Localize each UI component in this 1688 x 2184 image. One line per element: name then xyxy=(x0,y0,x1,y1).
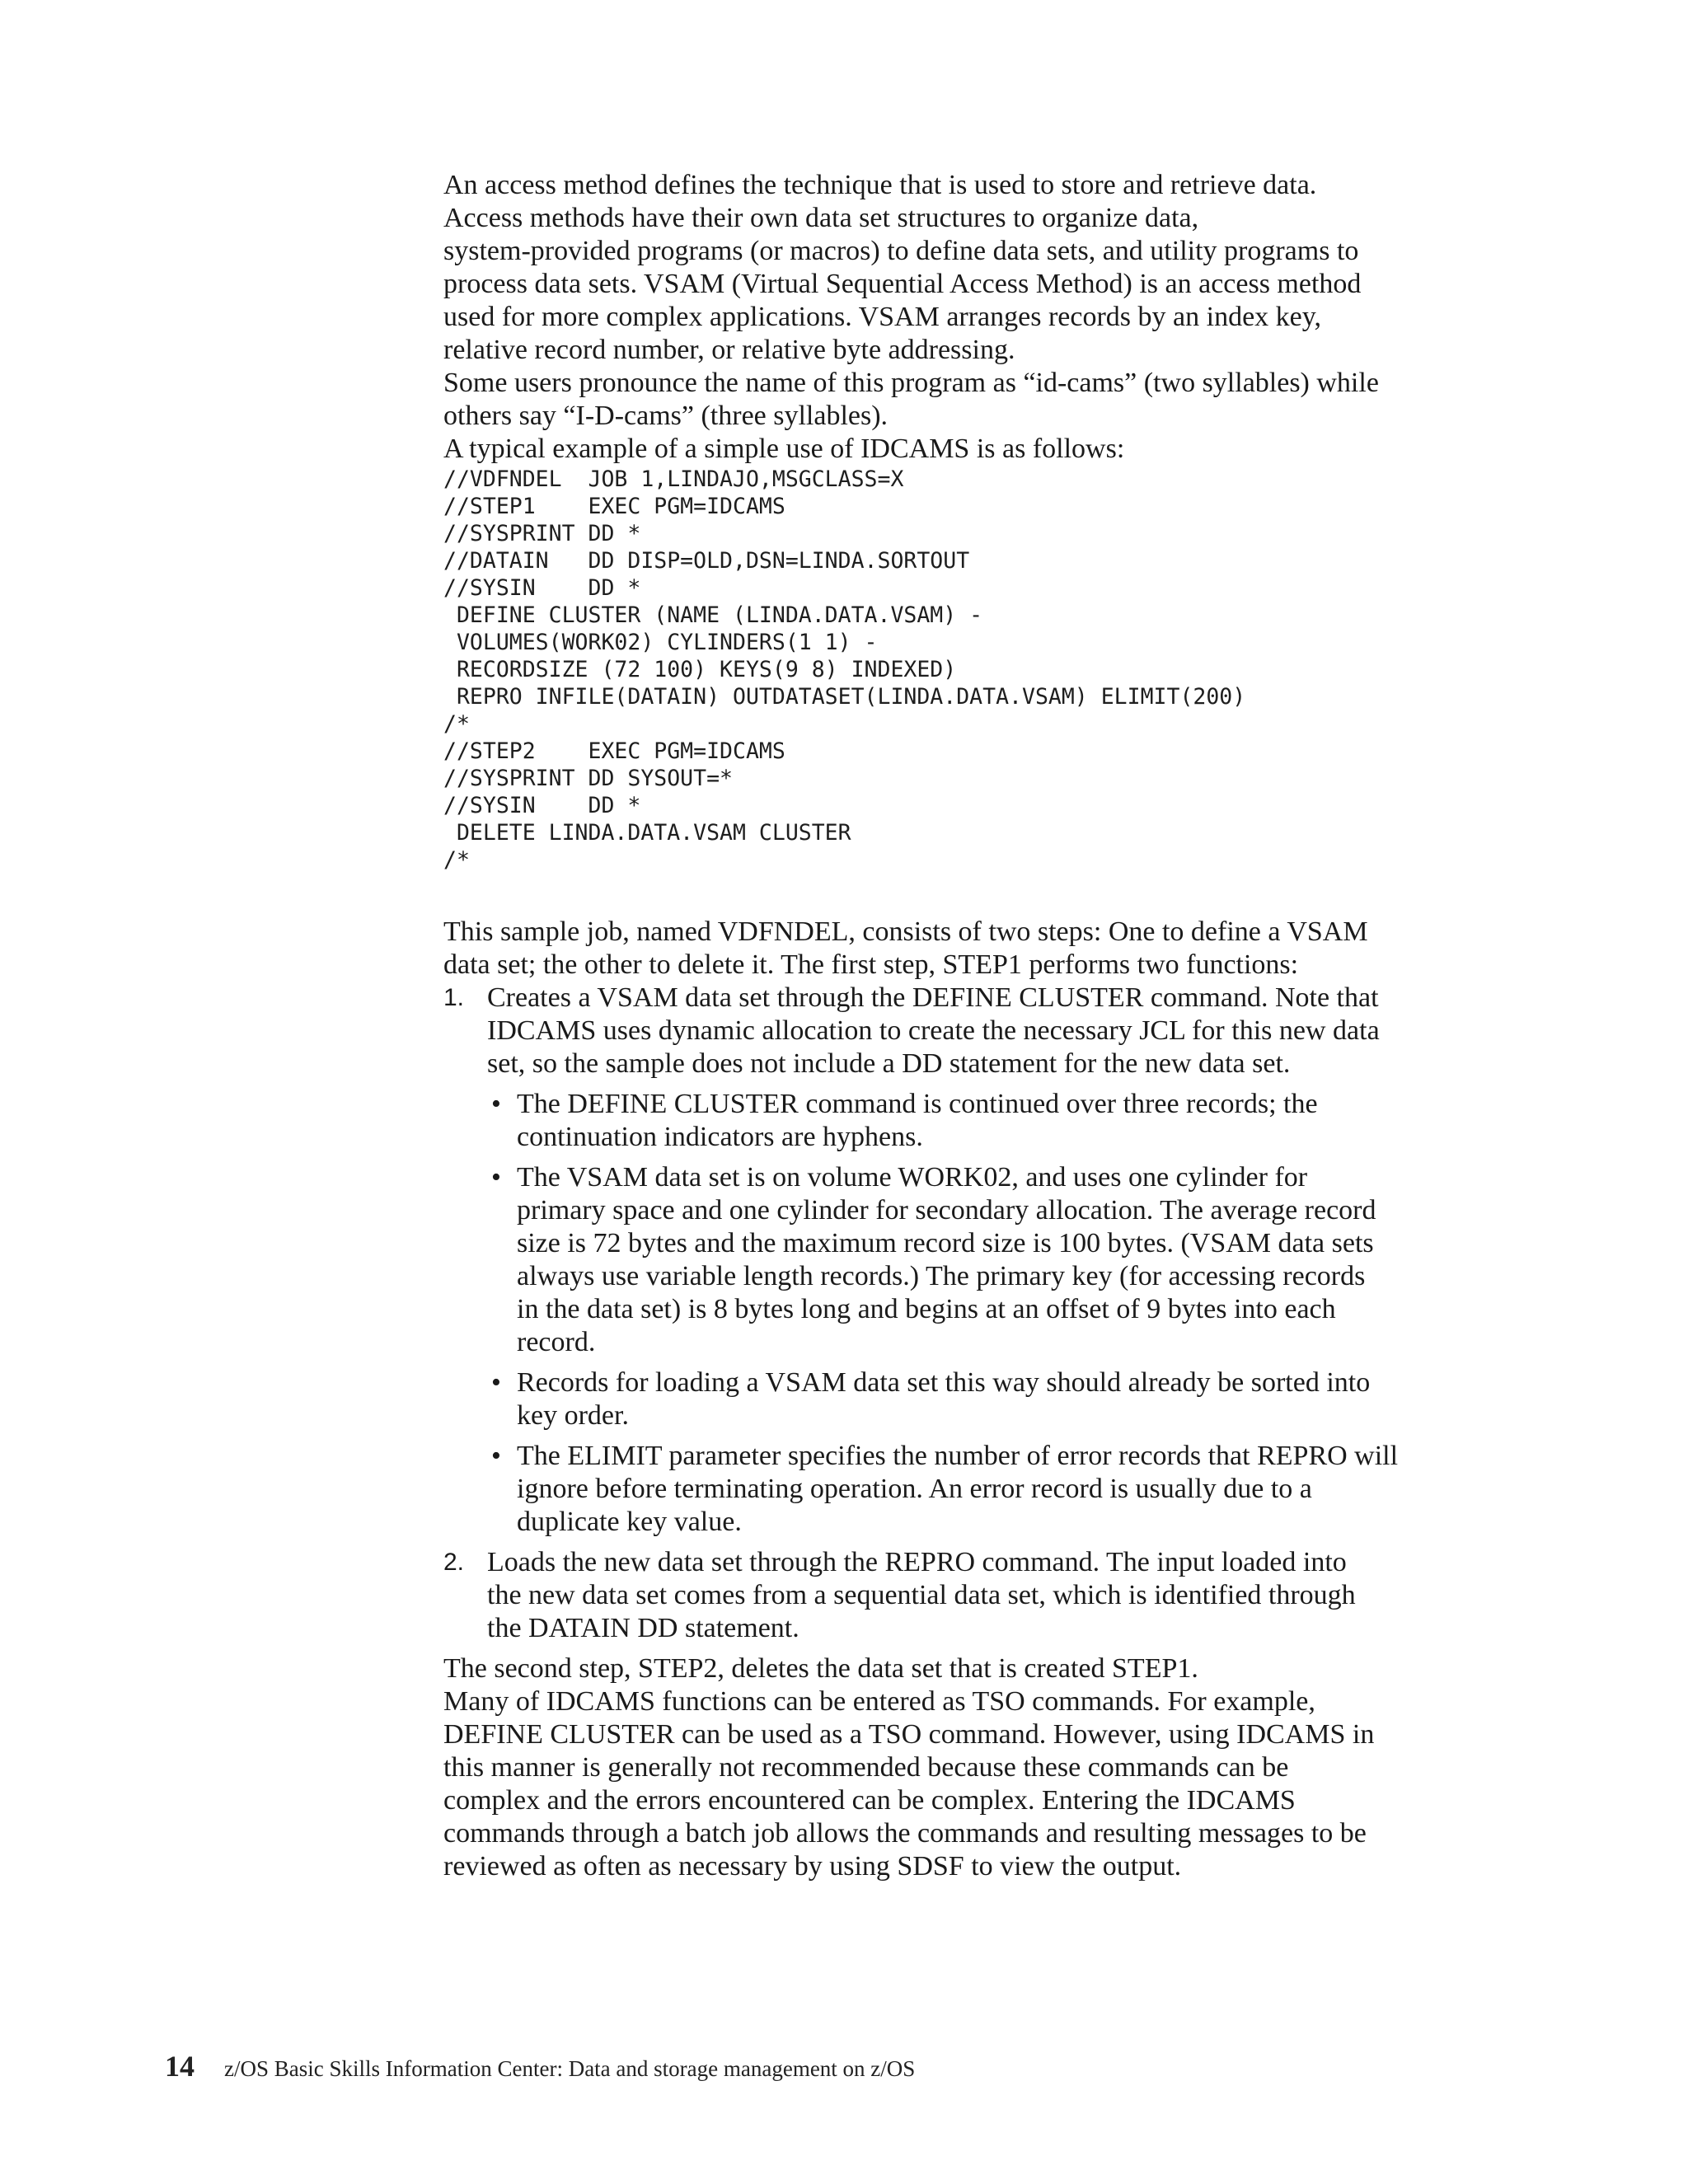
bullet-glyph: • xyxy=(491,1367,501,1398)
jcl-code-example: //VDFNDEL JOB 1,LINDAJO,MSGCLASS=X //STEP1 EXEC PGM=IDCAMS //SYSPRINT DD * //DATAIN DD DISP=OLD,DSN=LINDA.SORTOUT //SYSIN DD * DEFINE CLUSTER (NAME (LINDA.DATA.VSAM) - VOLUMES(WORK02) CYLINDERS(1 1) - RECORDSIZE (72 100) KEYS(9 8) INDEXED) REPRO INFILE(DATAIN) OUTDATASET(LINDA.DATA.VSAM) ELIMIT(200) /* //STEP2 EXEC PGM=IDCAMS //SYSPRINT DD SYSOUT=* //SYSIN DD * DELETE LINDA.DATA.VSAM CLUSTER /* xyxy=(443,466,1246,873)
bullet-item xyxy=(487,1161,1507,1359)
step-text: Creates a VSAM data set through the DEFINE CLUSTER command. Note that IDCAMS uses dynamic allocation to create the necessary JCL for this new data set, so the sample does not include a DD statement for the new data set. xyxy=(487,982,1380,1079)
page-number: 14 xyxy=(165,2050,195,2083)
step-text: Loads the new data set through the REPRO command. The input loaded into the new data set comes from a sequential data set, which is identified through the DATAIN DD statement. xyxy=(487,1547,1356,1643)
paragraph-tso-commands: Many of IDCAMS functions can be entered as TSO commands. For example, DEFINE CLUSTER can be used as a TSO command. However, using IDCAMS in this manner is generally not recommended because these commands can be complex and the errors encountered can be complex. Entering the IDCAMS commands through a batch job allows the commands and resulting messages to be reviewed as often as necessary by using SDSF to view the output. xyxy=(443,1686,1375,1882)
bullet-text: The ELIMIT parameter specifies the number of error records that REPRO will ignore before terminating operation. An error record is usually due to a duplicate key value. xyxy=(517,1441,1399,1537)
paragraph-example-intro: A typical example of a simple use of IDCAMS is as follows: xyxy=(443,434,1125,464)
paragraph-sample-job: This sample job, named VDFNDEL, consists of two steps: One to define a VSAM data set; the other to delete it. The first step, STEP1 performs two functions: xyxy=(443,916,1368,980)
step-number: 2. xyxy=(443,1549,465,1576)
paragraph-second-step: The second step, STEP2, deletes the data set that is created STEP1. xyxy=(443,1653,1198,1684)
step-number: 1. xyxy=(443,984,465,1011)
bullet-text: Records for loading a VSAM data set this way should already be sorted into key order. xyxy=(517,1367,1371,1431)
bullet-glyph: • xyxy=(491,1162,501,1193)
page-body xyxy=(443,169,1507,1883)
step-item-1 xyxy=(443,982,1507,1539)
bullet-item xyxy=(487,1366,1507,1432)
bullet-text: The DEFINE CLUSTER command is continued over three records; the continuation indicators are hyphens. xyxy=(517,1089,1318,1152)
bullet-glyph: • xyxy=(491,1089,501,1119)
step-1-bullet-list xyxy=(487,1088,1507,1539)
bullet-glyph: • xyxy=(491,1441,501,1471)
paragraph-pronunciation: Some users pronounce the name of this program as “id-cams” (two syllables) while others say “I-D-cams” (three syllables). xyxy=(443,368,1379,431)
footer-book-title: z/OS Basic Skills Information Center: Data and storage management on z/OS xyxy=(224,2056,916,2081)
page-footer xyxy=(165,2049,915,2082)
step-item-2 xyxy=(443,1546,1507,1645)
bullet-text: The VSAM data set is on volume WORK02, and uses one cylinder for primary space and one cylinder for secondary allocation. The average record size is 72 bytes and the maximum record size is 100 bytes. (VSAM data sets always use variable length records.) The primary key (for accessing records in the data set) is 8 bytes long and begins at an offset of 9 bytes into each record. xyxy=(517,1162,1376,1357)
bullet-item xyxy=(487,1440,1507,1539)
bullet-item xyxy=(487,1088,1507,1154)
paragraph-access-method: An access method defines the technique that is used to store and retrieve data. Access methods have their own data set structures to organize data, system-provided programs (or macros) to define data sets, and utility programs to process data sets. VSAM (Virtual Sequential Access Method) is an access method used for more complex applications. VSAM arranges records by an index key, relative record number, or relative byte addressing. xyxy=(443,170,1362,365)
